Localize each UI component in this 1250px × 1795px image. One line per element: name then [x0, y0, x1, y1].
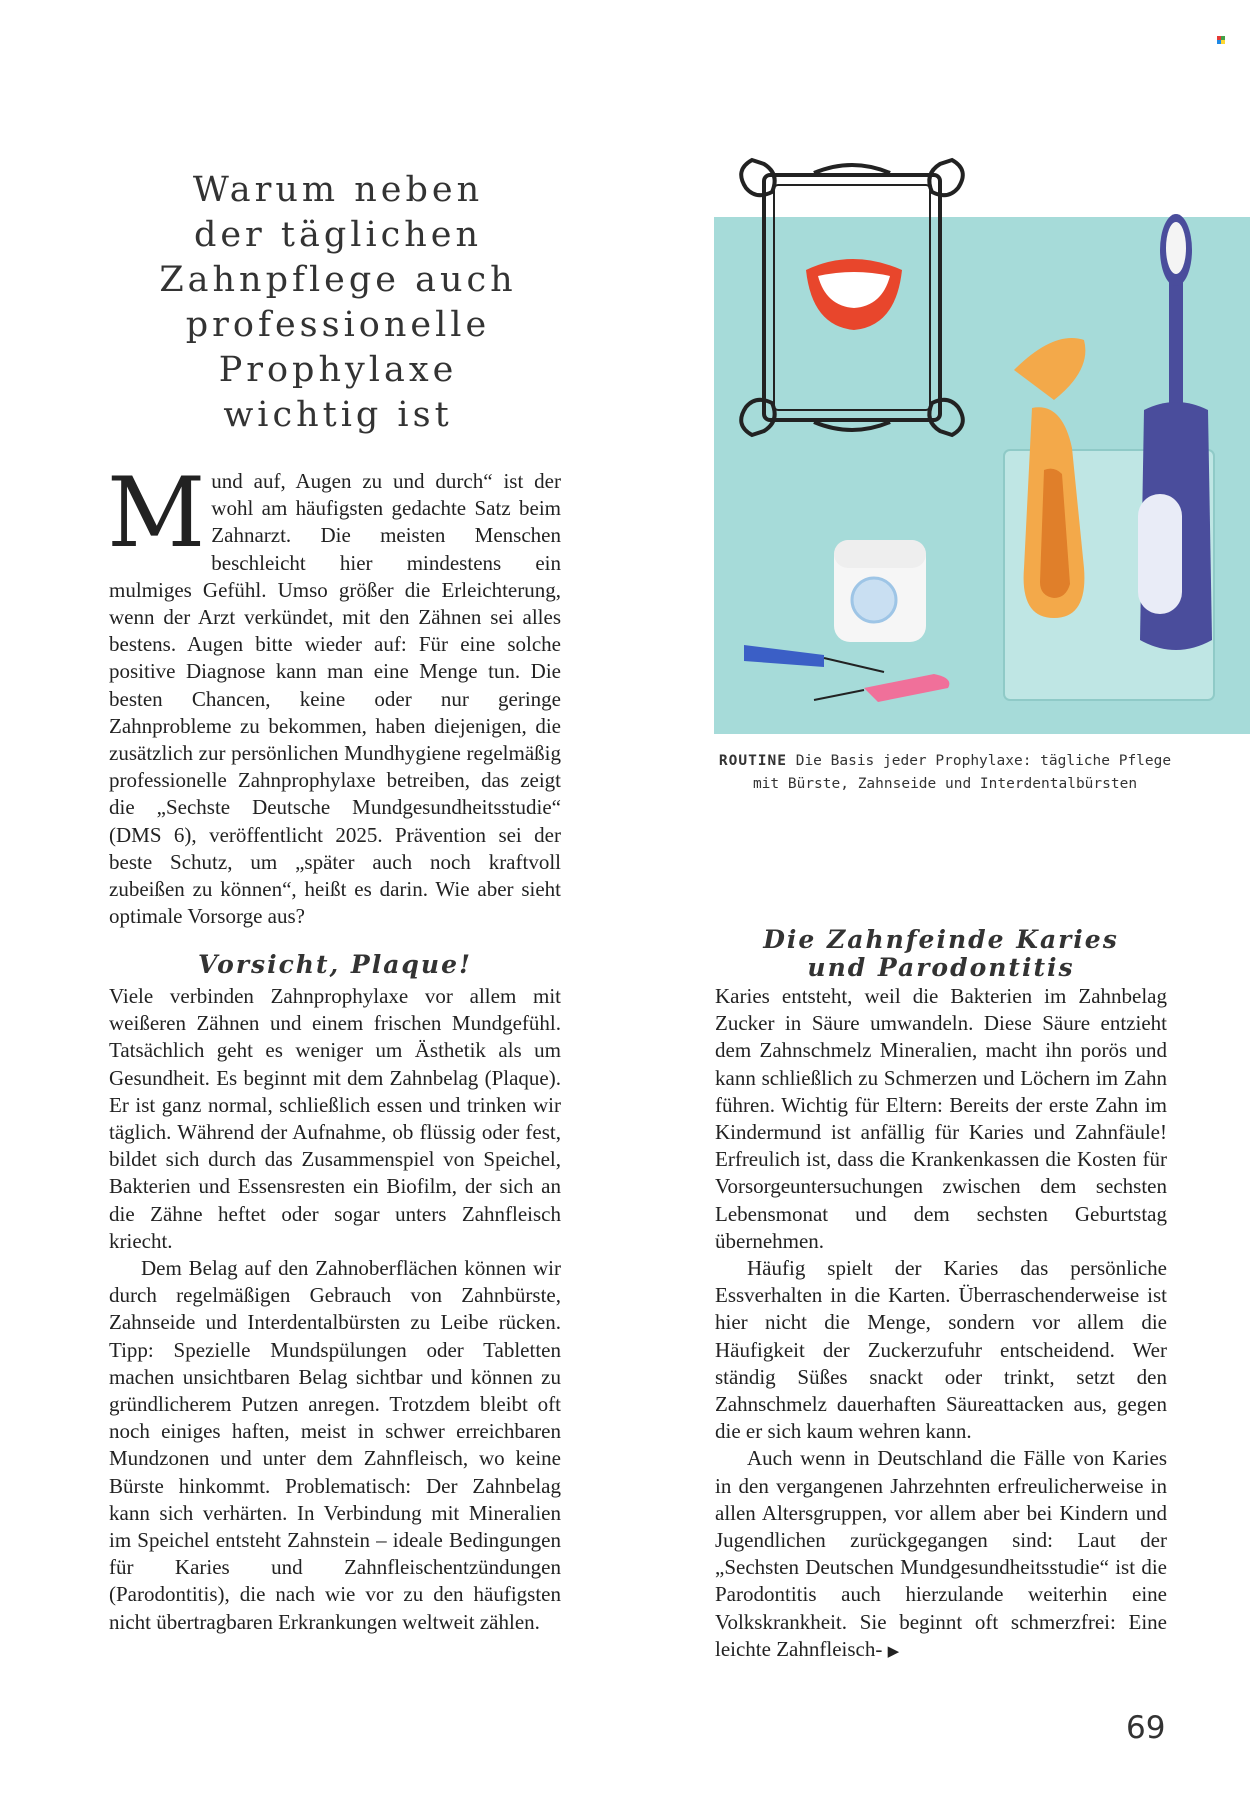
intro-paragraph [107, 457, 561, 930]
heading-line: und Parodontitis [807, 953, 1075, 982]
title-line: Zahnpflege auch [159, 260, 517, 300]
body-text: Auch wenn in Deutschland die Fälle von Karies in den vergangenen Jahrzehnten erfreulicherweise in allen Altersgruppen, vor allem aber bei Kindern und Jugendlichen zurückgegangen sind: Laut der „Sechsten Deutschen Mundgesundheitsstudie“ ist die Parodontitis auch hierzulande weiterhin eine Volkskrankheit. Sie beginnt oft schmerzfrei: Eine leichte Zahnfleisch- [715, 1446, 1167, 1661]
section-heading-karies [715, 926, 1167, 982]
section-karies-body [715, 983, 1167, 1665]
title-line: Warum neben [192, 170, 484, 210]
color-mark [1217, 36, 1225, 44]
title-line: professionelle [185, 305, 491, 345]
title-line: der täglichen [193, 215, 483, 255]
body-paragraph: Karies entsteht, weil die Bakterien im Zahnbelag Zucker in Säure umwandeln. Diese Säure entzieht dem Zahnschmelz Mineralien, macht ihn porös und kann schließlich zu Schmerzen und Löchern im Zahn führen. Wichtig für Eltern: Bereits der erste Zahn im Kindermund ist anfällig für Karies und Zahnfäule! Erfreulich ist, dass die Krankenkassen die Kosten für Vorsorgeuntersuchungen zwischen dem sechsten Lebensmonat und dem sechsten Geburtstag übernehmen. [715, 984, 1167, 1253]
body-paragraph: Dem Belag auf den Zahnoberflächen können wir durch regelmäßigen Gebrauch von Zahnbürste, Zahnseide und Interdentalbürsten zu Leibe rücken. Tipp: Spezielle Mundspülungen oder Tabletten machen unsichtbaren Belag sichtbar und können zu gründlicherem Putzen anregen. Trotzdem bleibt oft noch einiges haften, meist in schwer erreichbaren Mundzonen und unter dem Zahnfleisch, wo keine Bürste hinkommt. Problematisch: Der Zahnbelag kann sich verhärten. In Verbindung mit Mineralien im Speichel entsteht Zahnstein – ideale Bedingungen für Karies und Zahnfleischentzündungen (Parodontitis), die nach wie vor zu den häufigsten nicht übertragbaren Erkrankungen weltweit zählen. [109, 1256, 561, 1634]
drop-cap: M [107, 457, 206, 569]
body-paragraph: Viele verbinden Zahnprophylaxe vor allem mit weißeren Zähnen und einem frischen Mundgefühl. Tatsächlich geht es weniger um Ästhetik als um Gesundheit. Es beginnt mit dem Zahnbelag (Plaque). Er ist ganz normal, schließlich essen und trinken wir täglich. Während der Aufnahme, ob flüssig oder fest, bildet sich durch das Zusammenspiel von Speichel, Bakterien und Essensresten ein Biofilm, der sich an die Zähne heftet oder sogar unters Zahnfleisch kriecht. [109, 984, 561, 1253]
section-heading-plaque: Vorsicht, Plaque! [198, 950, 472, 979]
title-line: wichtig ist [223, 395, 453, 435]
section-plaque-body [109, 983, 561, 1636]
intro-text: und auf, Augen zu und durch“ ist der wohl am häufigsten gedachte Satz beim Zahnarzt. Die meisten Menschen beschleicht hier mindestens ein mulmiges Gefühl. Umso größer die Erleichterung, wenn der Arzt verkündet, mit den Zähnen sei alles bestens. Augen bitte wieder auf: Für eine solche positive Diagnose kann man eine Menge tun. Die besten Chancen, keine oder nur geringe Zahnprobleme zu bekommen, haben diejenigen, die zusätzlich zur persönlichen Mundhygiene regelmäßig professionelle Zahnprophylaxe betreiben, das zeigt die „Sechste Deutsche Mundgesundheitsstudie“ (DMS 6), veröffentlicht 2025. Prävention sei der beste Schutz, um „später auch noch kraftvoll zubeißen zu können“, heißt es darin. Wie aber sieht optimale Vorsorge aus? [109, 469, 561, 929]
caption-text: Die Basis jeder Prophylaxe: tägliche Pflege mit Bürste, Zahnseide und Interdentalbürsten [752, 753, 1172, 792]
page-number: 69 [1126, 1710, 1166, 1746]
continue-arrow-icon: ▶ [887, 1641, 900, 1660]
body-paragraph: Häufig spielt der Karies das persönliche Essverhalten in die Karten. Überraschenderweise ist hier nicht die Menge, sondern vor allem die Häufigkeit der Zuckerzufuhr entscheidend. Wer ständig Süßes snackt oder trinkt, setzt den Zahnschmelz dauerhaften Säureattacken aus, gegen die er sich kaum wehren kann. [715, 1256, 1167, 1444]
routine-illustration [714, 140, 1250, 734]
body-paragraph [715, 1445, 1167, 1665]
heading-line: Die Zahnfeinde Karies [763, 925, 1119, 954]
caption-kicker: ROUTINE [718, 753, 787, 769]
figure-caption [705, 750, 1185, 796]
article-title [108, 168, 568, 438]
title-line: Prophylaxe [218, 350, 458, 390]
